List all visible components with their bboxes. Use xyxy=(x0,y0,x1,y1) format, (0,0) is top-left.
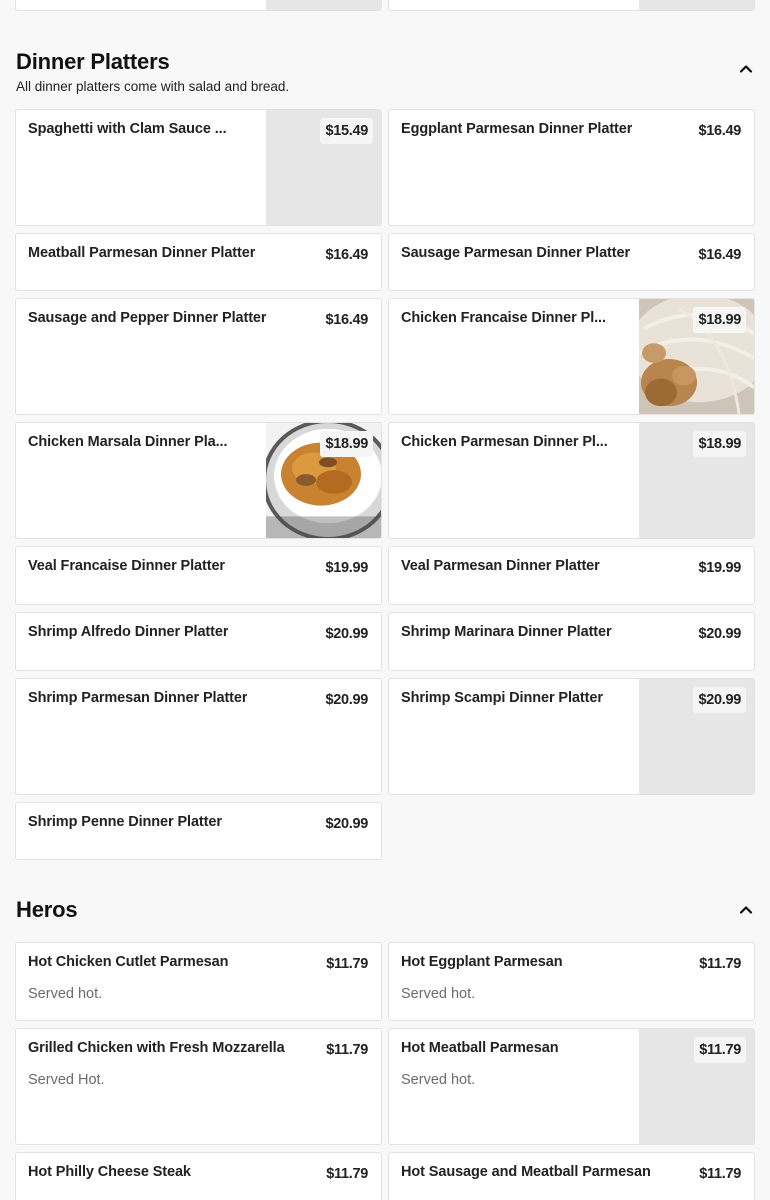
item-price: $11.79 xyxy=(699,956,741,972)
item-name: Hot Chicken Cutlet Parmesan xyxy=(28,954,229,970)
item-price: $15.49 xyxy=(320,118,373,144)
item-price: $20.99 xyxy=(698,626,741,642)
section-subtitle-dinner-platters: All dinner platters come with salad and bread. xyxy=(16,79,290,94)
menu-item-card[interactable] xyxy=(15,802,382,860)
item-price: $19.99 xyxy=(325,560,368,576)
item-price: $20.99 xyxy=(693,687,746,713)
item-image-placeholder xyxy=(639,0,754,10)
item-name: Veal Francaise Dinner Platter xyxy=(28,558,225,574)
item-image-placeholder xyxy=(639,679,754,794)
item-image-placeholder xyxy=(266,110,381,225)
menu-item-card[interactable] xyxy=(15,109,382,226)
item-description: Served hot. xyxy=(401,986,476,1002)
item-name: Chicken Marsala Dinner Pla... xyxy=(28,434,228,450)
item-name: Veal Parmesan Dinner Platter xyxy=(401,558,600,574)
chevron-up-icon[interactable] xyxy=(738,61,754,77)
item-name: Shrimp Alfredo Dinner Platter xyxy=(28,624,229,640)
item-name: Eggplant Parmesan Dinner Platter xyxy=(401,121,633,137)
item-price: $16.49 xyxy=(698,123,741,139)
item-name: Shrimp Marinara Dinner Platter xyxy=(401,624,612,640)
menu-item-card[interactable] xyxy=(388,0,755,11)
item-price: $11.79 xyxy=(694,1037,746,1063)
menu-item-card[interactable] xyxy=(15,678,382,795)
item-price: $11.79 xyxy=(699,1166,741,1182)
section-title-heros: Heros xyxy=(16,897,78,922)
chevron-up-icon[interactable] xyxy=(738,902,754,918)
item-image xyxy=(266,423,381,538)
menu-item-card[interactable] xyxy=(15,1028,382,1145)
item-image-placeholder xyxy=(639,1029,754,1144)
item-price: $11.79 xyxy=(326,1042,368,1058)
menu-item-card[interactable] xyxy=(15,546,382,605)
menu-item-card[interactable] xyxy=(388,298,755,415)
menu-item-card[interactable] xyxy=(388,109,755,226)
item-name: Sausage Parmesan Dinner Platter xyxy=(401,245,630,261)
menu-item-card[interactable] xyxy=(388,942,755,1021)
item-name: Grilled Chicken with Fresh Mozzarella xyxy=(28,1040,285,1056)
item-name: Chicken Parmesan Dinner Pl... xyxy=(401,434,608,450)
item-name: Meatball Parmesan Dinner Platter xyxy=(28,245,256,261)
item-price: $18.99 xyxy=(693,431,746,457)
item-name: Hot Meatball Parmesan xyxy=(401,1040,559,1056)
menu-item-card[interactable] xyxy=(15,942,382,1021)
menu-item-card[interactable] xyxy=(388,233,755,291)
menu-item-card[interactable] xyxy=(15,298,382,415)
menu-item-card[interactable] xyxy=(388,1152,755,1200)
item-price: $20.99 xyxy=(325,626,368,642)
menu-item-card[interactable] xyxy=(15,612,382,671)
item-name: Hot Eggplant Parmesan xyxy=(401,954,563,970)
item-name: Hot Sausage and Meatball Parmesan xyxy=(401,1164,651,1180)
item-description: Served hot. xyxy=(401,1072,476,1088)
menu-item-card[interactable] xyxy=(388,422,755,539)
item-price: $20.99 xyxy=(325,692,368,708)
item-name: Shrimp Scampi Dinner Platter xyxy=(401,690,603,706)
menu-item-card[interactable] xyxy=(15,1152,382,1200)
item-description: Served hot. xyxy=(28,986,103,1002)
item-price: $11.79 xyxy=(326,956,368,972)
item-name: Hot Philly Cheese Steak xyxy=(28,1164,191,1180)
item-price: $20.99 xyxy=(325,816,368,832)
menu-item-card[interactable] xyxy=(15,233,382,291)
item-name: Shrimp Parmesan Dinner Platter xyxy=(28,690,248,706)
menu-item-card[interactable] xyxy=(15,422,382,539)
item-price: $16.49 xyxy=(325,312,368,328)
item-image-placeholder xyxy=(266,0,381,10)
item-price: $19.99 xyxy=(698,560,741,576)
item-description: Served Hot. xyxy=(28,1072,105,1088)
item-price: $18.99 xyxy=(693,307,746,333)
item-image xyxy=(639,299,754,414)
item-name: Spaghetti with Clam Sauce ... xyxy=(28,121,227,137)
item-price: $16.49 xyxy=(698,247,741,263)
item-price: $18.99 xyxy=(320,431,373,457)
item-price: $16.49 xyxy=(325,247,368,263)
menu-item-card[interactable] xyxy=(388,546,755,605)
item-name: Chicken Francaise Dinner Pl... xyxy=(401,310,606,326)
item-image-placeholder xyxy=(639,423,754,538)
section-title-dinner-platters: Dinner Platters xyxy=(16,49,170,74)
item-price: $11.79 xyxy=(326,1166,368,1182)
item-name: Sausage and Pepper Dinner Platter xyxy=(28,310,267,326)
item-name: Shrimp Penne Dinner Platter xyxy=(28,814,222,830)
menu-item-card[interactable] xyxy=(388,678,755,795)
menu-item-card[interactable] xyxy=(388,612,755,671)
menu-item-card[interactable] xyxy=(15,0,382,11)
menu-item-card[interactable] xyxy=(388,1028,755,1145)
